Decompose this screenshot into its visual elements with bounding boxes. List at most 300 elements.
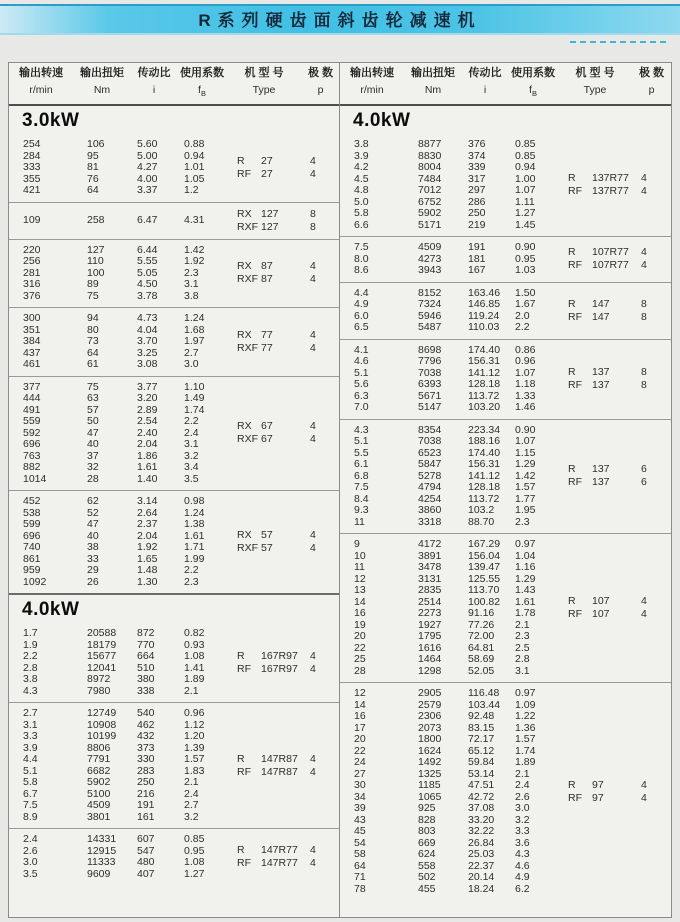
model-number: 147R87: [261, 752, 298, 765]
table-row: [9, 628, 339, 640]
cell-output-speed: 3.1: [23, 718, 38, 731]
cell-output-speed: 3.8: [354, 138, 369, 150]
cell-ratio: 219: [468, 218, 486, 231]
spec-block: [9, 623, 339, 702]
cell-output-torque: 1795: [418, 630, 442, 642]
table-row: [9, 508, 339, 520]
cell-output-torque: 64: [87, 346, 99, 359]
model-prefix: RXF: [237, 341, 258, 354]
model-prefix: RF: [237, 167, 251, 180]
poles-value: 4: [310, 167, 316, 180]
cell-output-speed: 421: [23, 184, 41, 196]
model-prefix: RF: [568, 791, 582, 804]
cell-service-factor: 1.57: [515, 733, 536, 745]
cell-service-factor: 1.04: [515, 549, 536, 562]
cell-ratio: 141.12: [468, 469, 501, 482]
poles-value: 4: [310, 341, 316, 354]
table-row: [340, 643, 671, 655]
model-number: 147R87: [261, 765, 298, 778]
table-row: [340, 815, 671, 827]
cell-output-speed: 22: [354, 744, 366, 757]
table-row: [340, 826, 671, 838]
column-header: [9, 67, 73, 100]
cell-output-speed: 3.5: [23, 867, 38, 880]
spec-block: [340, 534, 671, 682]
table-row: [340, 872, 671, 884]
cell-ratio: 167: [468, 264, 486, 276]
table-row: [340, 757, 671, 769]
cell-output-speed: 4.5: [354, 172, 369, 185]
cell-output-speed: 109: [23, 213, 41, 226]
cell-service-factor: 0.94: [515, 161, 536, 173]
model-type-group: [237, 650, 330, 676]
cell-output-torque: 14331: [87, 833, 117, 845]
poles-value: 4: [310, 420, 316, 433]
cell-output-torque: 6523: [418, 446, 442, 459]
cell-service-factor: 2.6: [515, 790, 530, 803]
cell-output-torque: 8972: [87, 673, 111, 685]
cell-output-speed: 28: [354, 664, 366, 677]
cell-service-factor: 2.4: [515, 779, 530, 791]
table-column-right: [340, 63, 671, 917]
model-prefix: R: [237, 154, 245, 167]
cell-ratio: 607: [137, 833, 155, 845]
cell-service-factor: 1.16: [515, 561, 536, 573]
table-row: [340, 151, 671, 163]
cell-service-factor: 2.5: [515, 641, 530, 654]
table-row: [340, 517, 671, 529]
cell-ratio: 3.20: [137, 392, 158, 404]
cell-output-speed: 19: [354, 618, 366, 631]
poles-value: 4: [310, 542, 316, 554]
cell-ratio: 141.12: [468, 366, 501, 379]
cell-output-speed: 2.4: [23, 833, 38, 845]
cell-service-factor: 4.3: [515, 848, 530, 860]
cell-output-torque: 28: [87, 472, 99, 485]
cell-output-torque: 40: [87, 529, 99, 542]
table-row: [340, 139, 671, 151]
cell-ratio: 462: [137, 718, 155, 731]
cell-service-factor: 1.20: [184, 730, 205, 742]
column-header-unit: r/min: [29, 83, 53, 96]
cell-service-factor: 1.50: [515, 286, 536, 299]
cell-ratio: 92.48: [468, 710, 495, 722]
cell-output-torque: 6682: [87, 764, 111, 777]
cell-output-torque: 1464: [418, 653, 442, 665]
cell-output-speed: 20: [354, 630, 366, 642]
model-number: 27: [261, 167, 273, 180]
table-row: [340, 631, 671, 643]
cell-output-speed: 5.6: [354, 378, 369, 390]
model-prefix: RXF: [237, 220, 258, 233]
model-number: 137: [592, 476, 610, 489]
model-type-line: [568, 463, 661, 476]
model-type-line: [237, 857, 330, 870]
cell-ratio: 3.37: [137, 184, 158, 196]
cell-service-factor: 1.92: [184, 255, 205, 267]
cell-output-torque: 8698: [418, 343, 442, 356]
cell-service-factor: 0.85: [515, 149, 536, 162]
column-header-label: 机 型 号: [575, 66, 615, 79]
cell-output-torque: 7484: [418, 172, 442, 185]
cell-output-torque: 94: [87, 312, 99, 324]
cell-output-speed: 6.5: [354, 321, 369, 333]
table-row: [340, 391, 671, 403]
cell-output-speed: 34: [354, 790, 366, 803]
model-type-line: [237, 329, 330, 342]
cell-output-speed: 5.1: [23, 764, 38, 777]
cell-ratio: 103.2: [468, 504, 495, 516]
cell-ratio: 5.05: [137, 266, 158, 279]
cell-output-torque: 15677: [87, 650, 117, 662]
cell-service-factor: 3.1: [184, 438, 199, 450]
table-row: [340, 700, 671, 712]
table-row: [340, 746, 671, 758]
cell-output-torque: 558: [418, 859, 436, 872]
cell-ratio: 128.18: [468, 378, 501, 390]
cell-ratio: 59.84: [468, 756, 495, 768]
cell-service-factor: 2.2: [515, 321, 530, 333]
cell-ratio: 163.46: [468, 286, 501, 299]
cell-output-speed: 16: [354, 710, 366, 722]
cell-service-factor: 2.7: [184, 346, 199, 359]
cell-output-torque: 3801: [87, 810, 111, 823]
model-type-line: [568, 246, 661, 259]
column-header: [177, 67, 227, 100]
poles-value: 4: [310, 273, 316, 286]
cell-output-torque: 33: [87, 552, 99, 565]
cell-service-factor: 0.97: [515, 687, 536, 699]
table-row: [340, 620, 671, 632]
cell-service-factor: 4.6: [515, 859, 530, 872]
cell-output-torque: 8877: [418, 138, 442, 150]
cell-output-speed: 316: [23, 278, 41, 290]
column-header-unit: p: [648, 83, 655, 96]
cell-output-speed: 5.8: [354, 207, 369, 219]
table-header-row: [9, 63, 339, 106]
brand-dash-mark: [570, 41, 666, 43]
cell-output-torque: 2306: [418, 710, 442, 722]
cell-ratio: 113.72: [468, 389, 500, 402]
model-prefix: R: [568, 778, 576, 791]
cell-ratio: 770: [137, 638, 155, 651]
cell-output-speed: 7.5: [354, 241, 369, 253]
spec-block: [9, 829, 339, 885]
cell-output-speed: 281: [23, 266, 41, 279]
cell-ratio: 3.77: [137, 380, 158, 393]
cell-ratio: 373: [137, 741, 155, 754]
cell-output-speed: 8.0: [354, 252, 369, 265]
table-row: [340, 654, 671, 666]
cell-output-torque: 37: [87, 449, 99, 462]
poles-value: 4: [641, 608, 647, 620]
model-type-line: [237, 273, 330, 286]
cell-service-factor: 3.8: [184, 289, 199, 302]
cell-output-speed: 58: [354, 848, 366, 860]
spec-table: [8, 62, 672, 918]
cell-output-speed: 4.4: [23, 753, 38, 765]
cell-ratio: 250: [468, 207, 486, 219]
cell-output-speed: 11: [354, 561, 365, 573]
cell-service-factor: 3.2: [184, 449, 199, 462]
cell-ratio: 2.04: [137, 529, 158, 542]
column-header: [508, 67, 558, 100]
cell-ratio: 2.40: [137, 426, 158, 439]
column-header: [558, 67, 632, 100]
model-prefix: R: [237, 649, 245, 662]
cell-service-factor: 1.15: [515, 446, 536, 459]
cell-output-speed: 763: [23, 449, 41, 462]
table-row: [9, 185, 339, 197]
cell-output-speed: 24: [354, 756, 366, 768]
cell-output-torque: 5487: [418, 321, 442, 333]
cell-output-speed: 4.2: [354, 161, 369, 173]
table-row: [9, 554, 339, 566]
table-row: [9, 245, 339, 257]
cell-service-factor: 1.33: [515, 389, 536, 402]
cell-output-speed: 592: [23, 426, 41, 439]
cell-service-factor: 0.96: [515, 355, 536, 367]
cell-output-torque: 1492: [418, 756, 442, 768]
cell-service-factor: 1.42: [515, 469, 536, 482]
table-row: [340, 574, 671, 586]
column-header-label: 极 数: [307, 66, 334, 79]
cell-output-speed: 9.3: [354, 504, 369, 516]
cell-output-torque: 1065: [418, 790, 442, 803]
cell-ratio: 872: [137, 627, 155, 639]
cell-output-speed: 43: [354, 813, 366, 826]
cell-output-speed: 444: [23, 392, 41, 404]
cell-ratio: 22.37: [468, 859, 495, 872]
column-header-unit: $f_B$: [198, 83, 206, 99]
cell-ratio: 5.60: [137, 138, 158, 150]
cell-output-torque: 2073: [418, 721, 442, 734]
unit-subscript: B: [531, 89, 537, 99]
table-row: [9, 393, 339, 405]
model-number: 27: [261, 154, 273, 167]
cell-service-factor: 1.57: [515, 481, 536, 493]
section-power-label: 4.0kW: [353, 110, 411, 131]
cell-service-factor: 0.94: [184, 149, 205, 162]
table-row: [340, 551, 671, 563]
column-header: [301, 67, 340, 100]
model-number: 137R77: [592, 185, 629, 197]
model-type-group: [568, 463, 661, 489]
poles-value: 8: [310, 220, 316, 233]
cell-service-factor: 1.12: [184, 718, 205, 731]
model-prefix: RF: [568, 185, 582, 197]
cell-output-torque: 3131: [418, 572, 442, 585]
cell-ratio: 4.04: [137, 323, 158, 336]
cell-output-speed: 284: [23, 149, 41, 162]
column-header-label: 极 数: [638, 66, 665, 79]
cell-output-torque: 1624: [418, 744, 442, 757]
model-number: 107: [592, 608, 610, 620]
model-type-line: [237, 433, 330, 446]
model-type-line: [568, 172, 661, 185]
table-row: [9, 777, 339, 789]
cell-ratio: 52.05: [468, 664, 495, 677]
table-row: [9, 812, 339, 824]
cell-output-speed: 7.5: [23, 799, 38, 811]
cell-ratio: 4.73: [137, 312, 158, 324]
poles-value: 6: [641, 476, 647, 489]
cell-output-torque: 12915: [87, 844, 117, 857]
model-prefix: RX: [237, 328, 252, 341]
model-type-line: [568, 311, 661, 324]
cell-service-factor: 0.97: [515, 538, 536, 550]
spec-block: [9, 491, 339, 593]
column-header-unit: i: [152, 83, 156, 96]
model-prefix: R: [568, 595, 576, 607]
model-type-line: [568, 608, 661, 621]
model-prefix: RXF: [237, 273, 258, 286]
cell-output-torque: 106: [87, 138, 105, 150]
model-prefix: RX: [237, 260, 252, 273]
model-prefix: RXF: [237, 433, 258, 446]
table-row: [340, 884, 671, 896]
cell-service-factor: 1.41: [184, 661, 205, 674]
model-prefix: RF: [237, 857, 251, 869]
model-type-line: [237, 844, 330, 857]
cell-ratio: 1.65: [137, 552, 158, 565]
model-prefix: R: [568, 172, 576, 184]
cell-output-torque: 5902: [87, 776, 111, 788]
column-header-label: 输出转速: [350, 66, 394, 79]
cell-output-speed: 45: [354, 825, 366, 837]
table-row: [9, 731, 339, 743]
cell-output-speed: 22: [354, 641, 366, 654]
table-row: [340, 322, 671, 334]
cell-ratio: 119.24: [468, 309, 500, 322]
cell-output-speed: 7.0: [354, 401, 369, 413]
cell-output-torque: 1616: [418, 641, 442, 654]
cell-ratio: 100.82: [468, 595, 501, 608]
model-number: 87: [261, 260, 273, 273]
cell-service-factor: 1.77: [515, 492, 536, 505]
cell-ratio: 2.89: [137, 403, 158, 416]
cell-ratio: 33.20: [468, 813, 495, 826]
table-row: [340, 197, 671, 209]
cell-output-speed: 8.4: [354, 492, 369, 505]
cell-ratio: 216: [137, 787, 155, 800]
cell-service-factor: 1.99: [184, 552, 205, 565]
model-number: 107: [592, 595, 610, 607]
table-row: [9, 869, 339, 881]
model-type-group: [568, 172, 661, 198]
cell-service-factor: 2.3: [184, 575, 199, 588]
cell-service-factor: 1.27: [184, 867, 205, 880]
poles-value: 8: [310, 207, 316, 220]
spec-block: [340, 683, 671, 900]
cell-output-torque: 669: [418, 836, 436, 849]
poles-value: 4: [310, 765, 316, 778]
cell-output-speed: 538: [23, 506, 41, 519]
model-number: 137: [592, 366, 610, 378]
cell-service-factor: 3.5: [184, 472, 199, 485]
cell-service-factor: 1.08: [184, 650, 205, 662]
cell-service-factor: 2.0: [515, 309, 530, 322]
cell-output-speed: 861: [23, 552, 41, 565]
cell-output-speed: 3.0: [23, 856, 38, 868]
cell-service-factor: 0.86: [515, 343, 536, 356]
cell-output-speed: 2.2: [23, 650, 38, 662]
column-header-label: 输出扭矩: [411, 66, 455, 79]
cell-output-speed: 437: [23, 346, 41, 359]
table-row: [9, 359, 339, 371]
cell-output-torque: 2579: [418, 698, 442, 711]
cell-service-factor: 1.78: [515, 607, 536, 619]
table-row: [9, 474, 339, 486]
cell-output-torque: 6393: [418, 378, 442, 390]
column-header-unit: Nm: [424, 83, 442, 96]
cell-ratio: 1.61: [137, 461, 158, 473]
table-row: [9, 674, 339, 686]
table-row: [9, 720, 339, 732]
table-row: [9, 313, 339, 325]
model-type-group: [568, 779, 661, 805]
column-header-label: 传动比: [468, 66, 502, 79]
model-prefix: R: [568, 463, 576, 476]
model-prefix: RF: [237, 662, 251, 675]
cell-ratio: 510: [137, 661, 155, 674]
cell-service-factor: 1.61: [184, 529, 205, 542]
column-header-label: 输出转速: [19, 66, 63, 79]
model-type-line: [568, 476, 661, 489]
cell-output-torque: 76: [87, 172, 99, 185]
table-row: [340, 849, 671, 861]
poles-value: 4: [641, 259, 647, 272]
cell-ratio: 540: [137, 707, 155, 719]
cell-service-factor: 2.8: [515, 653, 530, 665]
model-number: 147R77: [261, 844, 298, 856]
cell-output-torque: 89: [87, 278, 99, 290]
cell-ratio: 3.78: [137, 289, 158, 302]
cell-output-speed: 6.6: [354, 218, 369, 231]
cell-output-torque: 81: [87, 161, 99, 173]
cell-service-factor: 2.4: [184, 426, 199, 439]
cell-ratio: 156.31: [468, 355, 501, 367]
cell-service-factor: 1.03: [515, 264, 536, 276]
cell-output-torque: 52: [87, 506, 99, 519]
cell-ratio: 4.27: [137, 161, 158, 173]
cell-service-factor: 0.90: [515, 423, 536, 436]
model-number: 147: [592, 310, 610, 323]
model-type-line: [568, 379, 661, 392]
model-type-line: [237, 155, 330, 168]
cell-output-speed: 300: [23, 312, 41, 324]
column-header-unit: $f_B$: [529, 83, 537, 99]
cell-output-speed: 11: [354, 515, 365, 528]
cell-output-torque: 3860: [418, 504, 442, 516]
model-prefix: RF: [568, 379, 582, 391]
cell-output-torque: 61: [87, 358, 99, 370]
cell-service-factor: 2.1: [184, 684, 199, 697]
model-type-group: [568, 298, 661, 324]
cell-output-torque: 4509: [418, 241, 442, 253]
column-header-label: 使用系数: [511, 66, 555, 79]
cell-output-speed: 5.5: [354, 446, 369, 459]
cell-output-torque: 4254: [418, 492, 442, 505]
column-header: [227, 67, 301, 100]
model-type-group: [237, 260, 330, 286]
cell-output-speed: 5.1: [354, 366, 369, 379]
cell-ratio: 3.70: [137, 335, 158, 347]
cell-output-torque: 2905: [418, 687, 442, 699]
cell-ratio: 116.48: [468, 687, 500, 699]
table-row: [9, 139, 339, 151]
cell-service-factor: 0.98: [184, 495, 205, 507]
